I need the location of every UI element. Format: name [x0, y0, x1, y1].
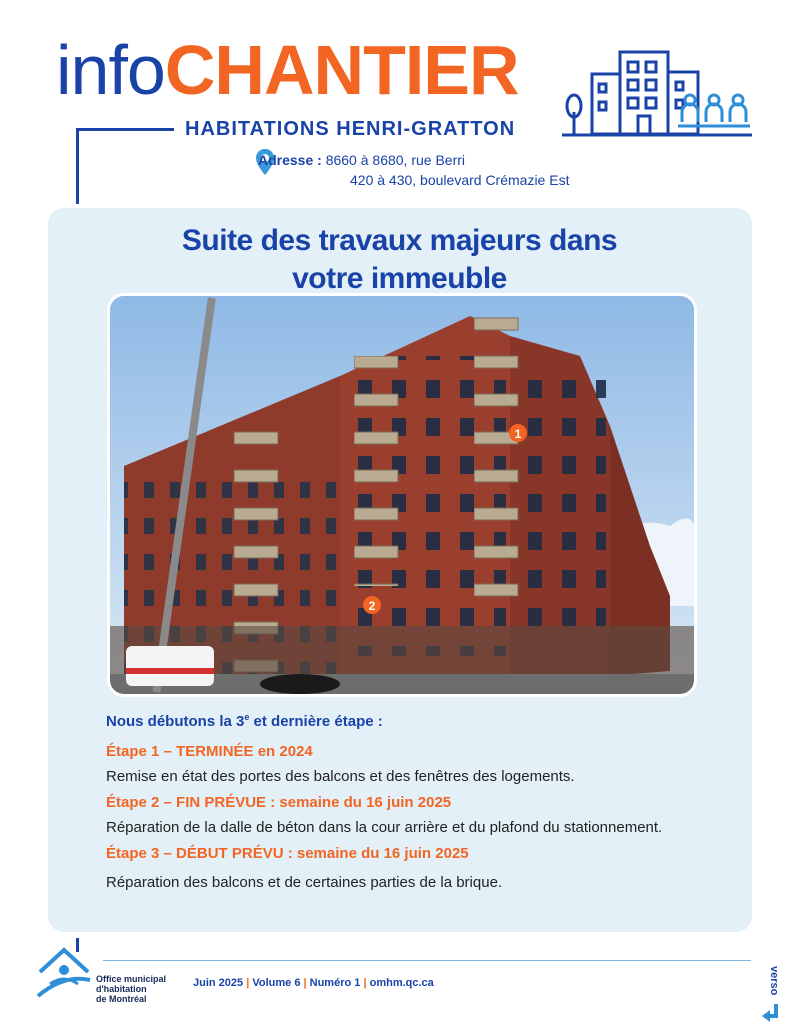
footer-divider [103, 960, 751, 961]
footer-website-link[interactable]: omhm.qc.ca [369, 977, 434, 989]
intro-superscript: e [244, 712, 250, 722]
footer-separator: | [363, 977, 367, 989]
intro-text [106, 712, 383, 730]
intro-suffix: et dernière étape : [249, 713, 383, 730]
address-label: Adresse : [258, 152, 322, 168]
logo-chantier-text: CHANTIER [164, 31, 519, 109]
footer-volume: Volume 6 [252, 977, 301, 989]
city-illustration-icon [562, 44, 754, 140]
footer-separator: | [246, 977, 250, 989]
footer-separator: | [303, 977, 307, 989]
photo-marker-2: 2 [368, 599, 376, 613]
omhm-logo-icon [34, 944, 94, 1004]
page-title-line-2: votre immeuble [292, 262, 507, 295]
step-3-heading: Étape 3 – DÉBUT PRÉVU : semaine du 16 juin 2025 [106, 845, 469, 862]
page-title [0, 222, 799, 298]
omhm-name-line-1: Office municipal [96, 974, 167, 984]
step-2-heading: Étape 2 – FIN PRÉVUE : semaine du 16 juin 2025 [106, 794, 452, 811]
header-frame-line [76, 128, 174, 131]
page-title-line-1: Suite des travaux majeurs dans [181, 224, 618, 257]
building-name: HABITATIONS HENRI-GRATTON [185, 118, 516, 140]
address-block [258, 150, 569, 190]
step-1-description: Remise en état des portes des balcons et des fenêtres des logements. [106, 768, 575, 785]
footer-date: Juin 2025 [193, 977, 244, 989]
address-line-1: 8660 à 8680, rue Berri [325, 152, 466, 168]
turn-arrow-icon [760, 1002, 790, 1026]
building-photo [110, 296, 694, 694]
footer-issue-info [193, 977, 434, 989]
photo-marker-1: 1 [514, 427, 522, 441]
omhm-name-line-3: de Montréal [96, 994, 147, 1004]
footer-number: Numéro 1 [309, 977, 361, 989]
header-frame-line-vertical [76, 128, 79, 204]
verso-turn-page-button[interactable] [760, 966, 790, 1026]
verso-label: verso [768, 966, 780, 996]
intro-prefix: Nous débutons la 3 [106, 713, 245, 730]
omhm-name-line-2: d'habitation [96, 984, 147, 994]
building-photo-drawing [110, 296, 694, 694]
infochantier-logo [56, 30, 519, 110]
address-line-2: 420 à 430, boulevard Crémazie Est [350, 172, 570, 188]
step-2-description: Réparation de la dalle de béton dans la cour arrière et du plafond du stationnement. [106, 819, 663, 836]
step-1-heading: Étape 1 – TERMINÉE en 2024 [106, 743, 313, 760]
step-3-description: Réparation des balcons et de certaines parties de la brique. [106, 874, 503, 891]
omhm-name [96, 974, 166, 1004]
logo-info-text: info [56, 31, 165, 109]
